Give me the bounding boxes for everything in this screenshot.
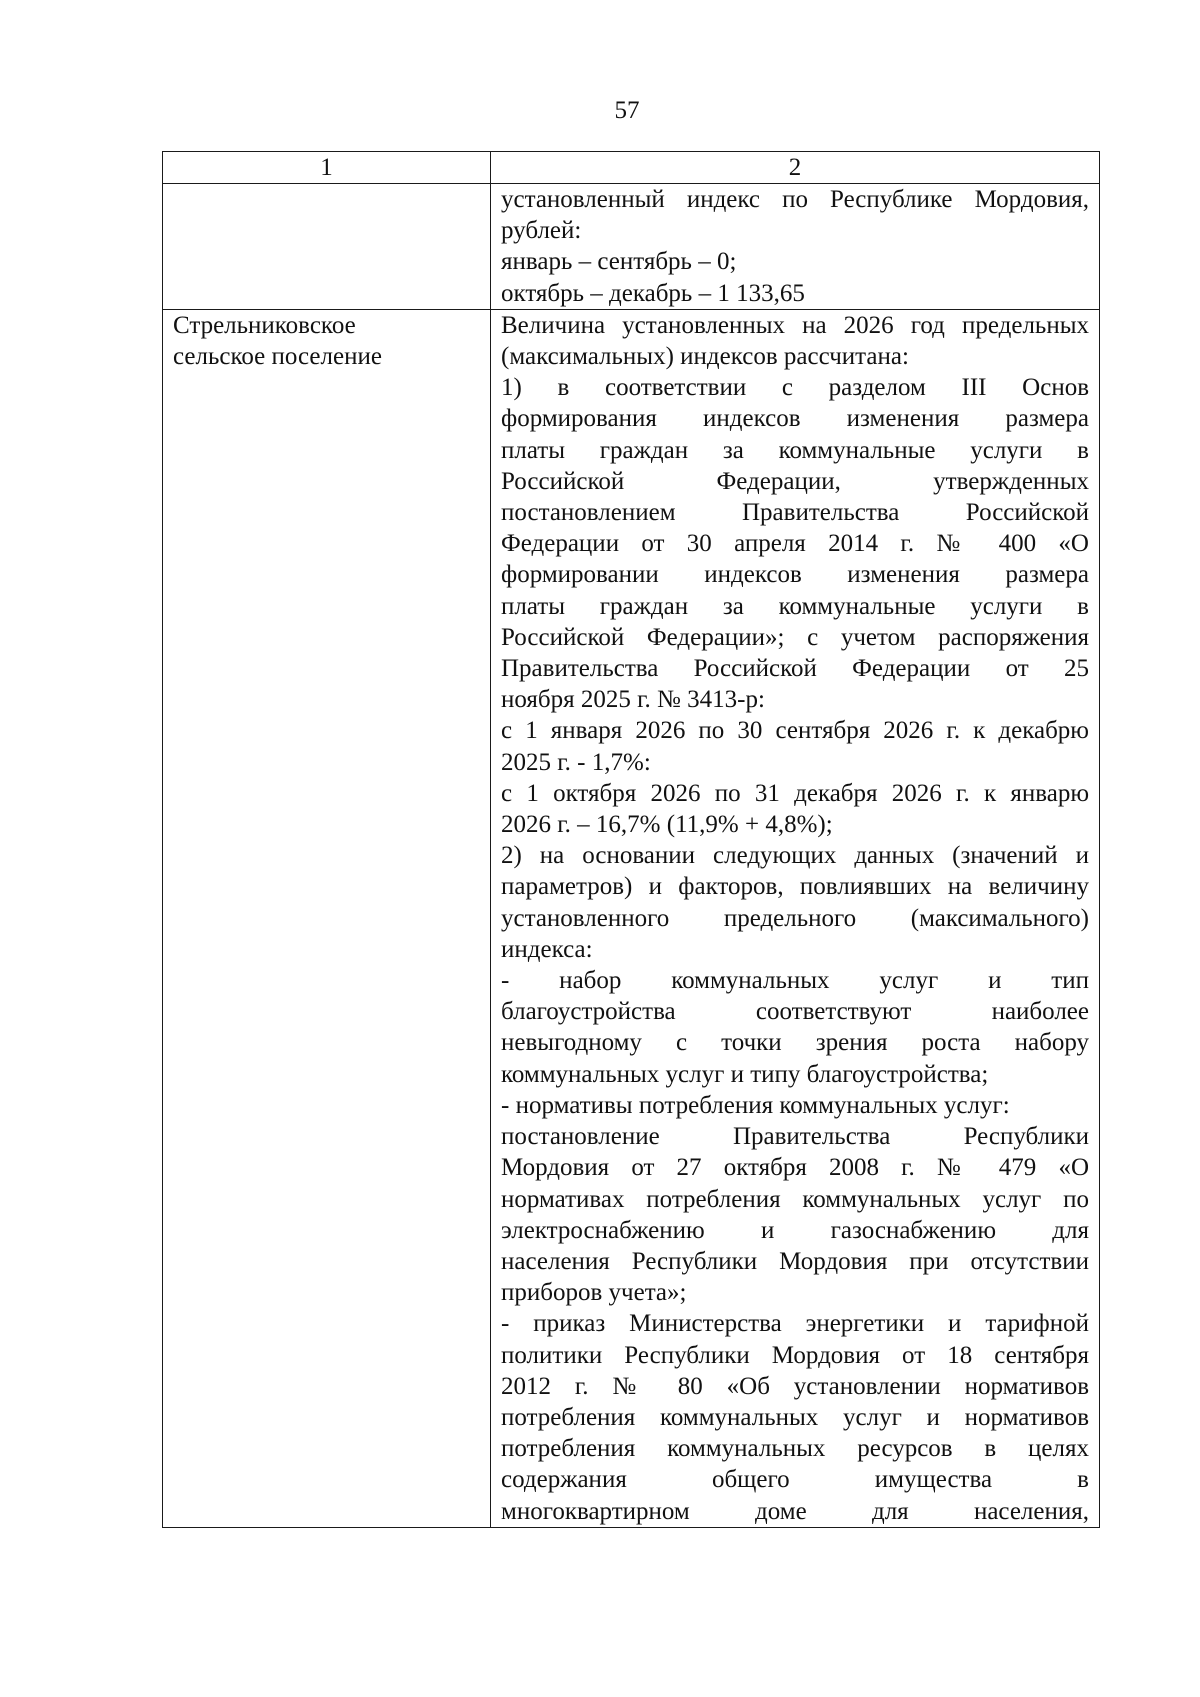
description-text-line: рублей: xyxy=(501,217,582,245)
description-text-line: 1) в соответствии с разделом III Основ xyxy=(501,374,1089,402)
description-text-line: установленный индекс по Республике Мордовия, xyxy=(501,186,1089,213)
description-text-line: коммунальных услуг и типу благоустройства; xyxy=(501,1060,989,1088)
description-text-line: многоквартирном доме для населения, xyxy=(501,1497,1089,1525)
table-row xyxy=(163,184,1100,310)
page-number: 57 xyxy=(614,97,640,124)
description-text-line: - набор коммунальных услуг и тип xyxy=(501,967,1089,995)
description-text-line: электроснабжению и газоснабжению для xyxy=(501,1216,1089,1244)
description-text-line: Российской Федерации, утвержденных xyxy=(501,467,1089,495)
description-text-line: нормативах потребления коммунальных услуг по xyxy=(501,1185,1089,1213)
description-text-line: постановлением Правительства Российской xyxy=(501,499,1089,527)
description-text-line: с 1 января 2026 по 30 сентября 2026 г. к декабрю xyxy=(501,717,1089,745)
description-text-line: (максимальных) индексов рассчитана: xyxy=(501,343,909,371)
description-text-line: октябрь – декабрь – 1 133,65 xyxy=(501,279,805,307)
description-text-line: формирования индексов изменения размера xyxy=(501,405,1089,433)
description-text-line: благоустройства соответствуют наиболее xyxy=(501,998,1089,1026)
description-text-line: содержания общего имущества в xyxy=(501,1466,1089,1494)
description-text-line: 2) на основании следующих данных (значений и xyxy=(501,842,1089,870)
table-header-row xyxy=(163,152,1100,184)
description-text-line: - приказ Министерства энергетики и тарифной xyxy=(501,1310,1089,1338)
description-text-line: параметров) и факторов, повлиявших на величину xyxy=(501,873,1089,901)
index-description-cell xyxy=(491,184,1100,310)
index-description-cell xyxy=(491,309,1100,1527)
description-text-line: платы граждан за коммунальные услуги в xyxy=(501,592,1089,620)
description-text-line: январь – сентябрь – 0; xyxy=(501,248,737,276)
description-text-line: Величина установленных на 2026 год предельных xyxy=(501,311,1089,339)
description-text-line: Мордовия от 27 октября 2008 г. № 479 «О xyxy=(501,1154,1089,1182)
description-text-line: потребления коммунальных услуг и нормативов xyxy=(501,1403,1089,1431)
municipality-name-line: Стрельниковское xyxy=(173,311,356,339)
description-text-line: 2012 г. № 80 «Об установлении нормативов xyxy=(501,1372,1089,1400)
table-row xyxy=(163,309,1100,1527)
description-text-line: невыгодному с точки зрения роста набору xyxy=(501,1029,1089,1057)
description-text-line: приборов учета»; xyxy=(501,1279,687,1307)
description-text-line: Российской Федерации»; с учетом распоряжения xyxy=(501,623,1089,651)
description-text-line: населения Республики Мордовия при отсутствии xyxy=(501,1247,1089,1275)
description-text-line: ноября 2025 г. № 3413-р: xyxy=(501,686,765,714)
description-text-line: - нормативы потребления коммунальных услуг: xyxy=(501,1091,1010,1119)
description-text-line: индекса: xyxy=(501,935,593,963)
description-text-line: политики Республики Мордовия от 18 сентября xyxy=(501,1341,1089,1369)
description-text-line: Федерации от 30 апреля 2014 г. № 400 «О xyxy=(501,530,1089,558)
description-text-line: Правительства Российской Федерации от 25 xyxy=(501,655,1089,683)
description-text-line: постановление Правительства Республики xyxy=(501,1123,1089,1151)
header-cell-2: 2 xyxy=(491,152,1100,184)
municipality-cell xyxy=(163,309,491,1527)
description-text-line: формировании индексов изменения размера xyxy=(501,561,1089,589)
description-text-line: установленного предельного (максимального) xyxy=(501,904,1089,932)
municipality-name-line: сельское поселение xyxy=(173,343,382,371)
header-cell-1: 1 xyxy=(163,152,491,184)
description-text-line: с 1 октября 2026 по 31 декабря 2026 г. к январю xyxy=(501,779,1089,807)
description-text-line: 2025 г. - 1,7%: xyxy=(501,748,651,776)
description-text-line: 2026 г. – 16,7% (11,9% + 4,8%); xyxy=(501,811,833,839)
document-table xyxy=(162,151,1100,1528)
municipality-cell xyxy=(163,184,491,310)
description-text-line: потребления коммунальных ресурсов в целях xyxy=(501,1435,1089,1463)
description-text-line: платы граждан за коммунальные услуги в xyxy=(501,436,1089,464)
